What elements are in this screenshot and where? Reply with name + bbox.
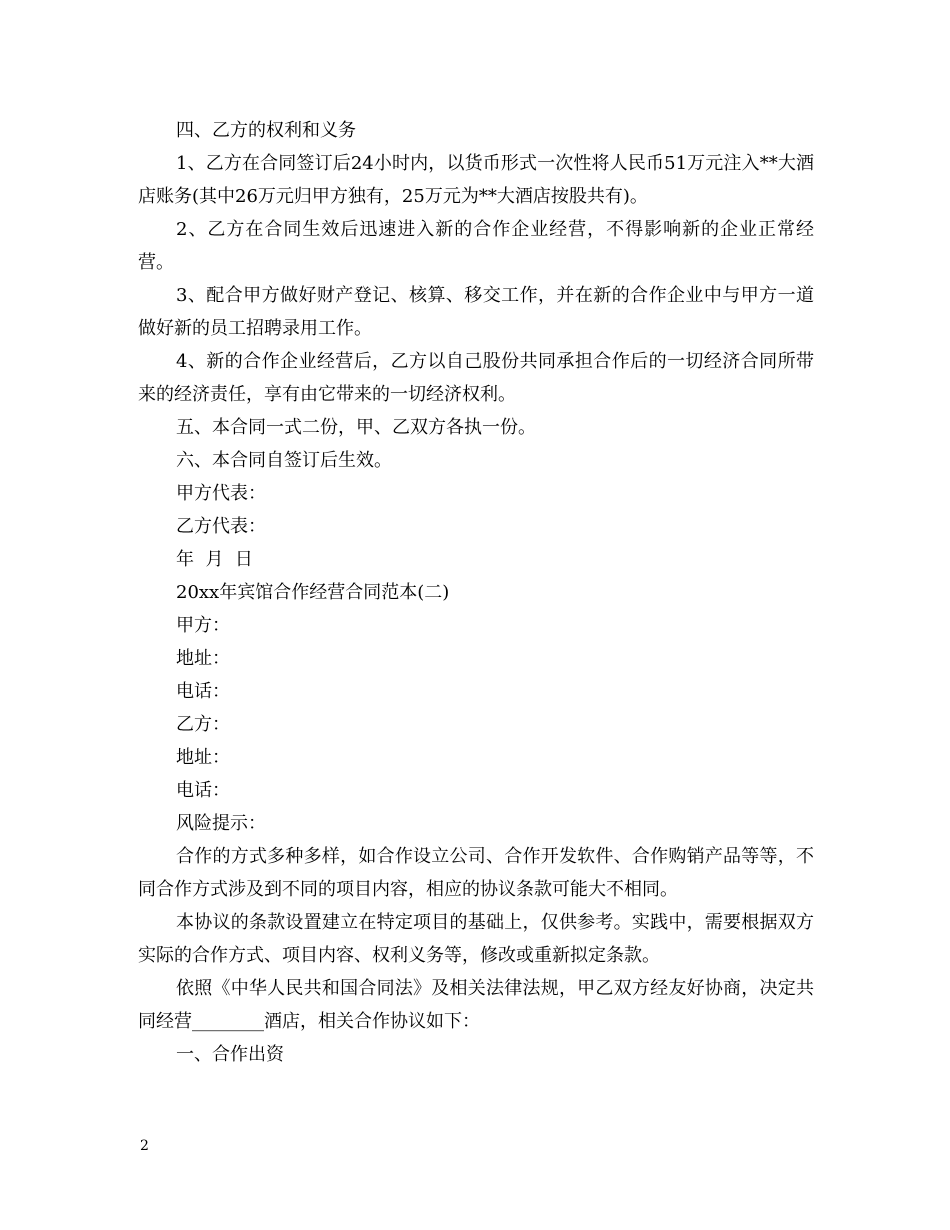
risk-paragraph-2: 本协议的条款设置建立在特定项目的基础上，仅供参考。实践中，需要根据双方实际的合作方式、项目内容、权利义务等，修改或重新拟定条款。 <box>138 912 814 966</box>
clause-2: 2、乙方在合同生效后迅速进入新的合作企业经营，不得影响新的企业正常经营。 <box>138 219 814 273</box>
party-b-phone: 电话： <box>176 780 230 801</box>
party-b-representative: 乙方代表： <box>176 516 266 537</box>
date-line: 年 月 日 <box>176 549 253 570</box>
page-number: 2 <box>140 1138 149 1154</box>
party-a-representative: 甲方代表： <box>176 483 266 504</box>
section-heading-party-b-rights: 四、乙方的权利和义务 <box>176 120 356 141</box>
risk-warning-heading: 风险提示： <box>176 813 266 834</box>
agreement-intro: 依照《中华人民共和国合同法》及相关法律法规，甲乙双方经友好协商，决定共同经营________酒店，相关合作协议如下： <box>138 978 814 1032</box>
party-a-phone: 电话： <box>176 681 230 702</box>
party-b-label: 乙方： <box>176 714 230 735</box>
clause-3: 3、配合甲方做好财产登记、核算、移交工作，并在新的合作企业中与甲方一道做好新的员工招聘录用工作。 <box>138 285 814 339</box>
risk-paragraph-1: 合作的方式多种多样，如合作设立公司、合作开发软件、合作购销产品等等，不同合作方式涉及到不同的项目内容，相应的协议条款可能大不相同。 <box>138 846 814 900</box>
party-a-label: 甲方： <box>176 615 230 636</box>
party-b-address: 地址： <box>176 747 230 768</box>
clause-1: 1、乙方在合同签订后24小时内，以货币形式一次性将人民币51万元注入**大酒店账务(其中26万元归甲方独有，25万元为**大酒店按股共有)。 <box>138 153 814 207</box>
section-six: 六、本合同自签订后生效。 <box>176 450 392 471</box>
document-body <box>138 114 814 1071</box>
clause-4: 4、新的合作企业经营后，乙方以自己股份共同承担合作后的一切经济合同所带来的经济责任，享有由它带来的一切经济权利。 <box>138 351 814 405</box>
section-one-heading: 一、合作出资 <box>176 1044 284 1065</box>
contract-title-two: 20xx年宾馆合作经营合同范本(二) <box>176 582 450 603</box>
section-five: 五、本合同一式二份，甲、乙双方各执一份。 <box>176 417 536 438</box>
party-a-address: 地址： <box>176 648 230 669</box>
